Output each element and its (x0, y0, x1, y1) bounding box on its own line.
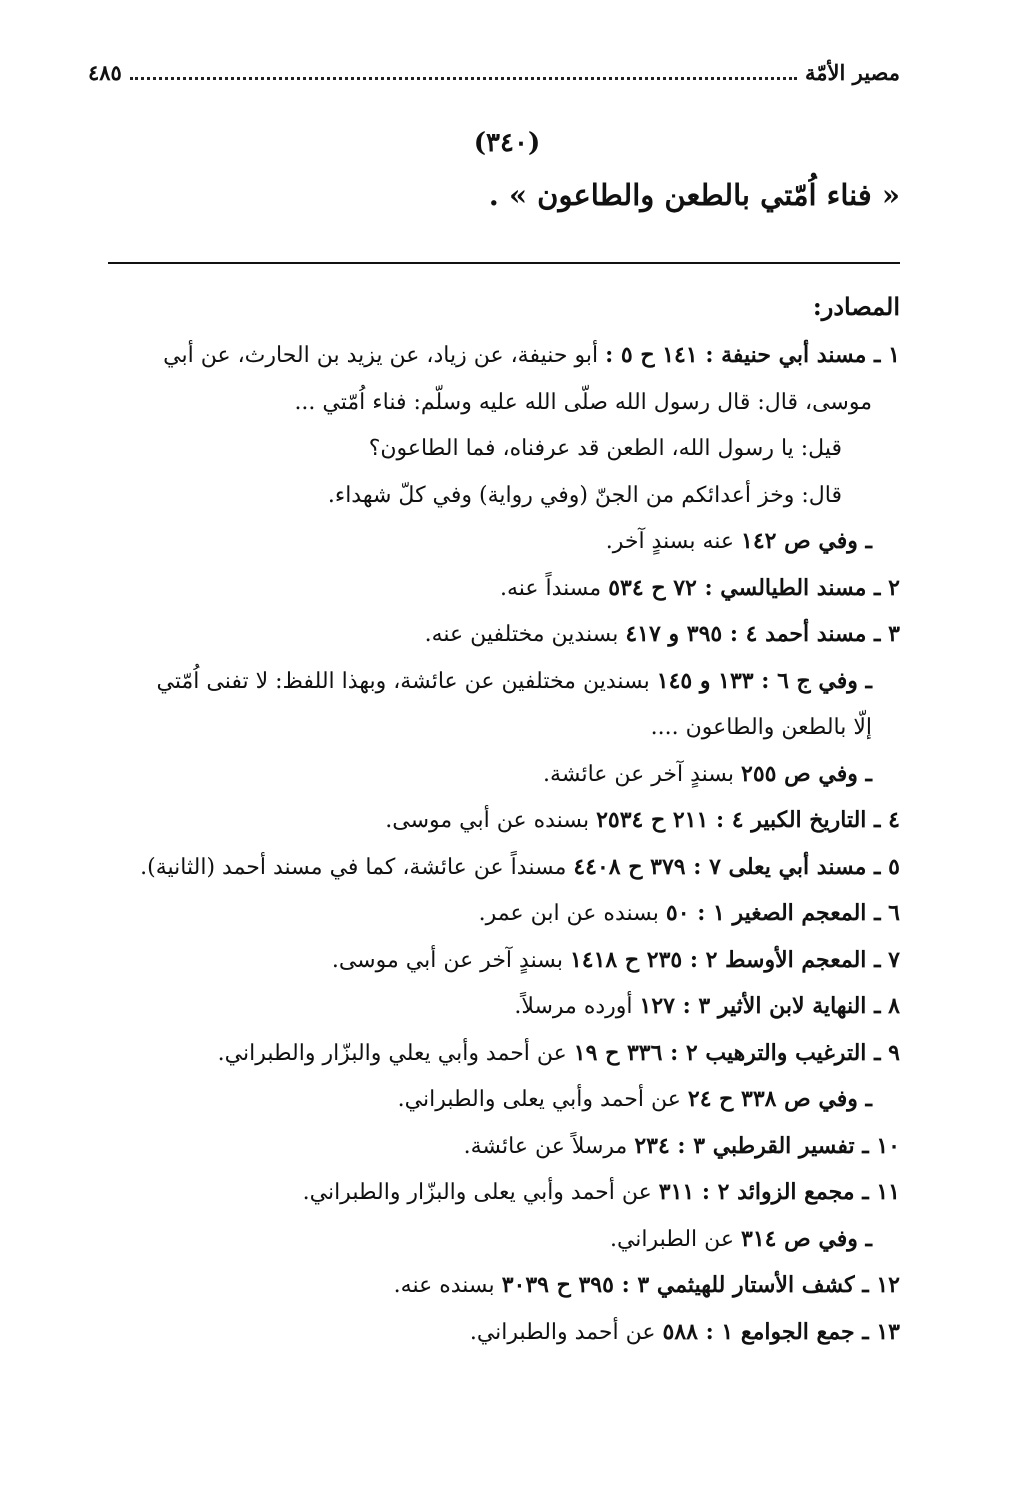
source-ref: ٣ ـ مسند أحمد ٤ : ٣٩٥ و ٤١٧ (625, 621, 900, 647)
source-line (108, 472, 900, 519)
source-text: مسنداً عن عائشة، كما في مسند أحمد (الثانية). (140, 854, 574, 880)
source-text: بسنده عن أبي موسى. (385, 808, 597, 833)
source-line (108, 704, 900, 751)
sources-heading: المصادر: (812, 292, 900, 321)
running-header (88, 52, 900, 92)
running-title: مصير الأمّة (804, 59, 900, 85)
source-ref: ٩ ـ الترغيب والترهيب ٢ : ٣٣٦ ح ١٩ (573, 1039, 900, 1066)
source-text: أبو حنيفة، عن زياد، عن يزيد بن الحارث، عن أبي (163, 343, 606, 368)
source-text: عن أحمد وأبي يعلى والبزّار والطبراني. (302, 1180, 659, 1205)
source-text: بسنده عن ابن عمر. (478, 901, 666, 926)
source-line (108, 565, 900, 612)
source-ref: ١٣ ـ جمع الجوامع ١ : ٥٨٨ (662, 1318, 900, 1345)
sources-section (108, 292, 900, 1355)
source-text: مسنداً عنه. (499, 575, 609, 601)
source-line (108, 1123, 900, 1170)
source-ref: ٤ ـ التاريخ الكبير ٤ : ٢١١ ح ٢٥٣٤ (596, 807, 900, 833)
source-line (108, 332, 900, 379)
source-ref: ـ وفي ج ٦ : ١٣٣ و ١٤٥ (656, 667, 872, 694)
source-line (108, 1309, 900, 1356)
source-text: عنه بسندٍ آخر. (605, 529, 742, 554)
source-line (108, 751, 900, 798)
source-ref: ٢ ـ مسند الطيالسي : ٧٢ ح ٥٣٤ (608, 574, 900, 601)
source-line (108, 518, 900, 565)
source-ref: ١٠ ـ تفسير القرطبي ٣ : ٢٣٤ (634, 1132, 900, 1159)
source-text: بسندين مختلفين عنه. (424, 622, 626, 647)
source-text: موسى، قال: قال رسول الله صلّى الله عليه وسلّم: فناء اُمّتي ... (294, 389, 872, 415)
source-text: قال: وخز أعدائكم من الجنّ (وفي رواية) وفي كلّ شهداء. (327, 482, 842, 508)
source-text: قيل: يا رسول الله، الطعن قد عرفناه، فما الطاعون؟ (368, 436, 842, 461)
source-text: بسندين مختلفين عن عائشة، وبهذا اللفظ: لا تفنى اُمّتي (156, 668, 657, 694)
source-text: عن أحمد والطبراني. (469, 1319, 663, 1345)
source-text: مرسلاً عن عائشة. (463, 1133, 635, 1159)
separator-rule (108, 262, 900, 264)
source-line (108, 1216, 900, 1263)
source-text: بسندٍ آخر عن أبي موسى. (331, 947, 570, 973)
source-text: أورده مرسلاً. (514, 994, 640, 1019)
source-ref: ٨ ـ النهاية لابن الأثير ٣ : ١٢٧ (639, 993, 900, 1019)
source-line (108, 937, 900, 984)
source-line (108, 425, 900, 472)
source-ref: ـ وفي ص ١٤٢ (741, 528, 872, 554)
source-ref: ١١ ـ مجمع الزوائد ٢ : ٣١١ (658, 1179, 900, 1205)
source-ref: ـ وفي ص ٢٥٥ (741, 760, 872, 787)
source-text: عن أحمد وأبي يعلى والطبراني. (397, 1087, 688, 1112)
source-line (108, 611, 900, 658)
source-line (108, 1169, 900, 1216)
source-text: بسندٍ آخر عن عائشة. (543, 761, 742, 787)
page-number: ٤٨٥ (88, 59, 122, 85)
source-text: بسنده عنه. (393, 1273, 502, 1298)
source-line (108, 1076, 900, 1123)
leader-dots (130, 77, 797, 80)
source-ref: ٥ ـ مسند أبي يعلى ٧ : ٣٧٩ ح ٤٤٠٨ (573, 853, 900, 880)
source-line (108, 1030, 900, 1077)
source-ref: ١٢ ـ كشف الأستار للهيثمي ٣ : ٣٩٥ ح ٣٠٣٩ (501, 1272, 900, 1298)
source-text: عن الطبراني. (609, 1226, 742, 1252)
source-line (108, 983, 900, 1030)
hadith-number: (٣٤٠) (473, 128, 541, 158)
source-ref: ـ وفي ص ٣١٤ (741, 1225, 872, 1252)
source-line (108, 890, 900, 937)
hadith-text: « فناء اُمّتي بالطعن والطاعون » . (488, 178, 900, 212)
source-text: إلّا بالطعن والطاعون .... (650, 715, 872, 740)
source-ref: ـ وفي ص ٣٣٨ ح ٢٤ (687, 1086, 872, 1112)
source-line (108, 844, 900, 891)
source-text: عن أحمد وأبي يعلي والبزّار والطبراني. (217, 1040, 574, 1066)
source-line (108, 1262, 900, 1309)
source-ref: ٦ ـ المعجم الصغير ١ : ٥٠ (665, 900, 900, 926)
source-ref: ٧ ـ المعجم الأوسط ٢ : ٢٣٥ ح ١٤١٨ (569, 946, 900, 973)
source-line (108, 379, 900, 426)
source-line (108, 658, 900, 705)
source-ref: ١ ـ مسند أبي حنيفة : ١٤١ ح ٥ : (605, 342, 900, 368)
source-line (108, 797, 900, 844)
